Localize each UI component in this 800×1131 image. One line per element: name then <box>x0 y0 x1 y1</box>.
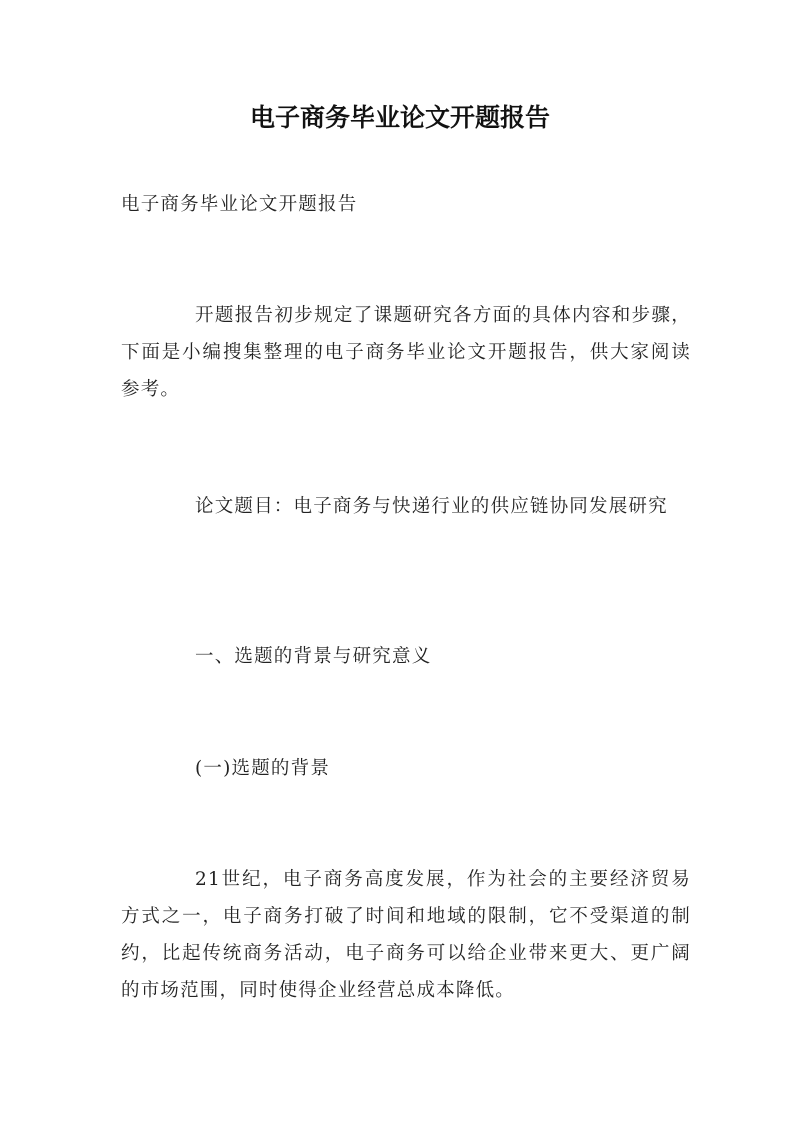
section-heading: 一、选题的背景与研究意义 <box>195 646 432 667</box>
document-title: 电子商务毕业论文开题报告 <box>249 103 550 132</box>
document-subtitle: 电子商务毕业论文开题报告 <box>121 194 358 215</box>
subsection-heading: (一)选题的背景 <box>195 758 331 779</box>
intro-paragraph: 开题报告初步规定了课题研究各方面的具体内容和步骤，下面是小编搜集整理的电子商务毕业论文开题报告，供大家阅读参考。 <box>121 305 691 400</box>
body-paragraph: 21世纪，电子商务高度发展，作为社会的主要经济贸易方式之一，电子商务打破了时间和地域的限制，它不受渠道的制约，比起传统商务活动，电子商务可以给企业带来更大、更广阔的市场范围，同时使得企业经营总成本降低。 <box>121 869 691 1001</box>
thesis-topic-paragraph: 论文题目：电子商务与快递行业的供应链协同发展研究 <box>195 496 668 517</box>
